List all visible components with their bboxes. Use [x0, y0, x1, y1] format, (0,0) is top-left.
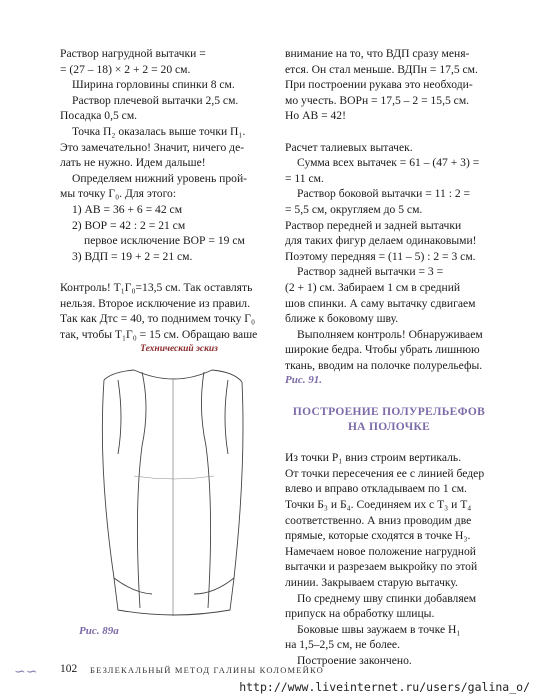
text-line: мо учесть. ВОРн = 17,5 – 2 = 15,5 см.: [285, 93, 470, 107]
text-line: Раствор плечевой вытачки 2,5 см.: [72, 93, 239, 107]
text-line: линии. Закрываем старую вытачку.: [285, 576, 458, 589]
text-line: так, чтобы Т₁Г₀ = 15 см. Обращаю ваше: [60, 327, 258, 341]
dress-sketch-drawing: [94, 358, 249, 626]
text-line: Ширина горловины спинки 8 см.: [72, 78, 235, 92]
text-line: Посадка 0,5 см.: [60, 109, 138, 123]
text-line: Выполняем контроль! Обнаруживаем: [297, 327, 483, 341]
text-line: Но АВ = 42!: [285, 109, 346, 123]
text-line: мы точку Г₀. Для этого:: [60, 187, 177, 201]
text-line: Раствор боковой вытачки = 11 : 2 =: [297, 187, 471, 201]
text-line: От точки пересечения ее с линией бедер: [285, 466, 485, 480]
text-line: прямые, которые сходятся в точке Н₃.: [285, 529, 471, 543]
text-line: Из точки Р₁ вниз строим вертикаль.: [285, 451, 462, 465]
page-number: 102: [60, 663, 78, 675]
text-line: Раствор задней вытачки = 3 =: [297, 265, 444, 279]
figure-caption-89a: Рис. 89а: [79, 625, 119, 637]
book-title: БЕЗЛЕКАЛЬНЫЙ МЕТОД ГАЛИНЫ КОЛОМЕЙКО: [90, 665, 325, 675]
text-line: Намечаем новое положение нагрудной: [285, 544, 476, 558]
text-line: широкие бедра. Чтобы убрать лишнюю: [285, 343, 480, 357]
section-heading-line2: НА ПОЛОЧКЕ: [347, 420, 431, 433]
text-line: шов спинки. А саму вытачку сдвигаем: [285, 296, 476, 310]
text-line: соответственно. А вниз проводим две: [285, 513, 472, 527]
text-line: Так как Дтс = 40, то поднимем точку Г₀: [60, 312, 256, 326]
text-line: ется. Он стал меньше. ВДПн = 17,5 см.: [285, 62, 478, 76]
text-line: на 1,5–2,5 см, не более.: [285, 638, 400, 652]
text-line: Это замечательно! Значит, ничего де-: [60, 140, 245, 154]
text-line: Раствор нагрудной вытачки =: [60, 47, 206, 60]
text-line: 3) ВДП = 19 + 2 = 21 см.: [72, 249, 193, 263]
text-line: влево и вправо откладываем по 1 см.: [285, 482, 467, 496]
text-line: Сумма всех вытачек = 61 – (47 + 3) =: [297, 156, 480, 170]
text-line: припуск на обработку шлицы.: [285, 607, 435, 621]
text-line: Раствор передней и задней вытачки: [285, 218, 462, 232]
page-footer: [14, 662, 524, 682]
sketch-title: Технический эскиз: [140, 344, 218, 354]
text-line: для таких фигур делаем одинаковыми!: [285, 234, 477, 248]
text-line: = (27 – 18) × 2 + 2 = 20 см.: [60, 62, 191, 76]
text-line: 1) АВ = 36 + 6 = 42 см: [72, 202, 183, 216]
text-line: Поэтому передняя = (11 – 5) : 2 = 3 см.: [285, 249, 476, 263]
text-line: По среднему шву спинки добавляем: [297, 591, 477, 605]
text-line: Определяем нижний уровень прой-: [72, 171, 248, 185]
left-text-column: [60, 46, 273, 342]
text-line: вытачки и разрезаем выкройку по этой: [285, 560, 478, 574]
text-line: (2 + 1) см. Забираем 1 см в средний: [285, 280, 461, 294]
text-line: При построении рукава это необходи-: [285, 78, 473, 92]
text-line: ближе к боковому шву.: [285, 312, 399, 326]
text-line: лать не нужно. Идем дальше!: [60, 156, 206, 170]
text-line: Точка П₂ оказалась выше точки П₁.: [72, 124, 246, 138]
text-line: = 5,5 см, округляем до 5 см.: [285, 202, 423, 216]
text-line: Построение закончено.: [297, 653, 412, 667]
text-line: = 11 см.: [285, 171, 324, 185]
text-line: внимание на то, что ВДП сразу меня-: [285, 47, 470, 60]
text-line: Контроль! Т₁Г₀=13,5 см. Так оставлять: [60, 280, 253, 294]
text-line: ткань, вводим на полочке полурельефы.: [285, 358, 483, 372]
figure-caption-91: Рис. 91.: [285, 374, 322, 387]
right-text-column: [285, 46, 493, 669]
technical-sketch: [94, 344, 249, 626]
text-line: первое исключение ВОР = 19 см: [84, 234, 245, 248]
section-heading: ПОСТРОЕНИЕ ПОЛУРЕЛЬЕФОВ: [292, 405, 486, 418]
text-line: Точки Б₃ и Б₄. Соединяем их с Т₃ и Т₄: [285, 498, 472, 512]
text-line: нельзя. Второе исключение из правил.: [60, 296, 250, 310]
flourish-ornament-icon: ∽∽: [14, 665, 38, 680]
text-line: 2) ВОР = 42 : 2 = 21 см: [72, 218, 186, 232]
text-line: Боковые швы заужаем в точке Н₁: [297, 622, 461, 636]
text-line: Расчет талиевых вытачек.: [285, 140, 413, 154]
watermark-url: http://www.liveinternet.ru/users/galina_o/: [239, 680, 530, 694]
